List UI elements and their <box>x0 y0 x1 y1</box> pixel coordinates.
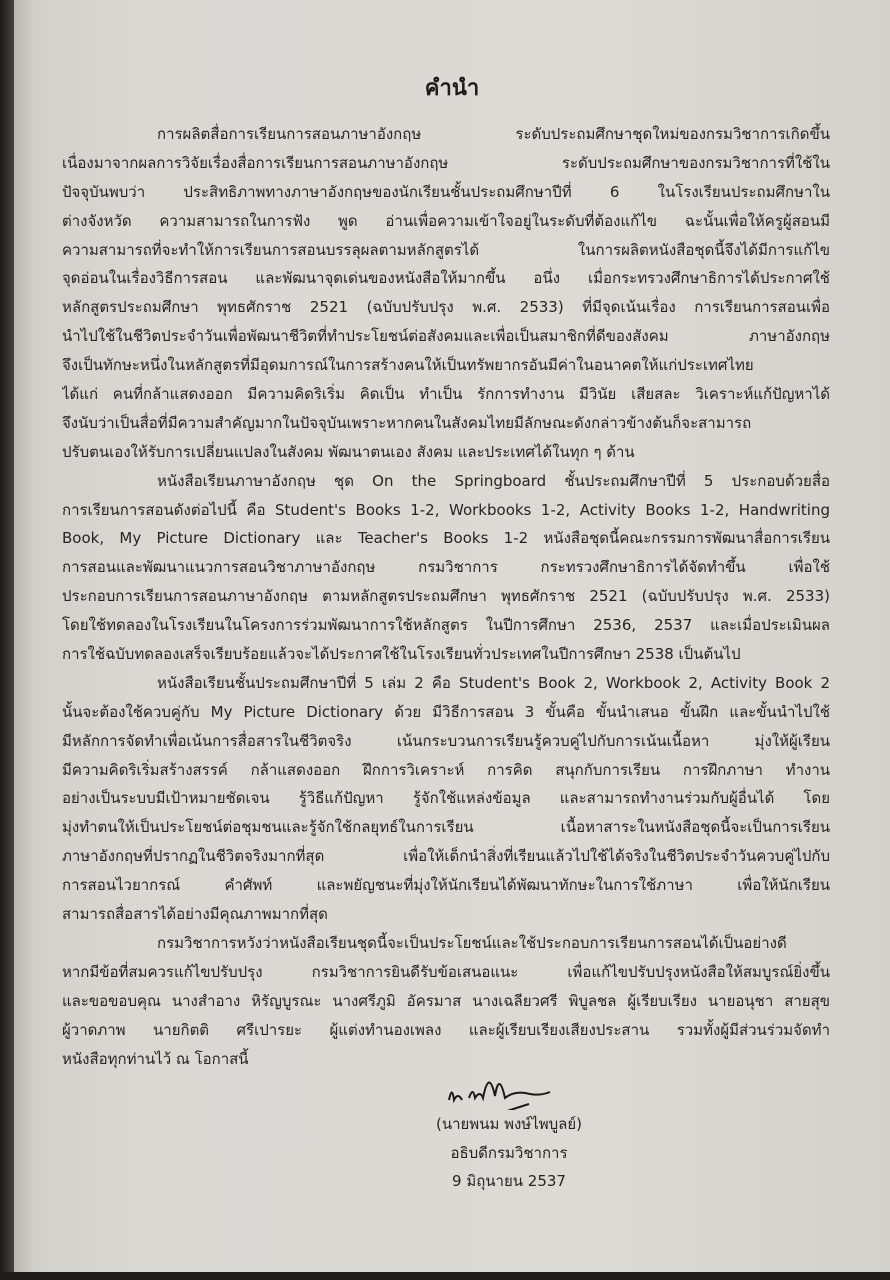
page-bottom-edge <box>0 1272 890 1280</box>
book-binding-edge <box>0 0 14 1280</box>
text-line: Book, My Picture Dictionary และ Teacher's Books 1-2 หนังสือชุดนี้คณะกรรมการพัฒนาสื่อการเรียน <box>62 529 830 548</box>
text-line: มีหลักการจัดทำเพื่อเน้นการสื่อสารในชีวิตจริง เน้นกระบวนการเรียนรู้ควบคู่ไปกับการเน้นเนื้อหา มุ่งให้ผู้เรียน <box>62 731 830 750</box>
text-line: จุดอ่อนในเรื่องวิธีการสอน และพัฒนาจุดเด่นของหนังสือให้มากขึ้น อนึ่ง เมื่อกระทรวงศึกษาธิการได้ประกาศใช้ <box>62 269 830 288</box>
text-line: การสอนและพัฒนาแนวการสอนวิชาภาษาอังกฤษ กรมวิชาการ กระทรวงศึกษาธิการได้จัดทำขึ้น เพื่อใช้ <box>62 558 830 577</box>
text-line: จึงเป็นทักษะหนึ่งในหลักสูตรที่มีอุดมการณ์ในการสร้างคนให้เป็นทรัพยากรอันมีค่าในอนาคตให้แก่ประเทศไทย <box>62 356 754 375</box>
text-line: การเรียนการสอนดังต่อไปนี้ คือ Student's Books 1-2, Workbooks 1-2, Activity Books 1-2, Handwriting <box>62 500 830 519</box>
text-line: ปรับตนเองให้รับการเปลี่ยนแปลงในสังคม พัฒนาตนเอง สังคม และประเทศได้ในทุก ๆ ด้าน <box>62 442 635 461</box>
text-line: หากมีข้อที่สมควรแก้ไขปรับปรุง กรมวิชาการยินดีรับข้อเสนอแนะ เพื่อแก้ไขปรับปรุงหนังสือให้สมบูรณ์ยิ่งขึ้น <box>62 962 830 981</box>
signatory-position: อธิบดีกรมวิชาการ <box>450 1143 568 1162</box>
text-line: การผลิตสื่อการเรียนการสอนภาษาอังกฤษ ระดับประถมศึกษาชุดใหม่ของกรมวิชาการเกิดขึ้น <box>157 125 830 143</box>
signature-date: 9 มิถุนายน 2537 <box>452 1172 566 1190</box>
preface-body <box>62 120 830 1073</box>
text-line: ได้แก่ คนที่กล้าแสดงออก มีความคิดริเริ่ม คิดเป็น ทำเป็น รักการทำงาน มีวินัย เสียสละ วิเคราะห์แก้ปัญหาได้ <box>62 385 830 404</box>
text-line: ผู้วาดภาพ นายกิตติ ศรีเปารยะ ผู้แต่งทำนองเพลง และผู้เรียบเรียงเสียงประสาน รวมทั้งผู้มีส่วนร่วมจัดทำ <box>62 1020 830 1039</box>
text-line: นำไปใช้ในชีวิตประจำวันเพื่อพัฒนาชีวิตที่ทำประโยชน์ต่อสังคมและเพื่อเป็นสมาชิกที่ดีของสังคม ภาษาอังกฤษ <box>62 327 830 346</box>
text-line: เนื่องมาจากผลการวิจัยเรื่องสื่อการเรียนการสอนภาษาอังกฤษ ระดับประถมศึกษาของกรมวิชาการที่ใช้ใน <box>62 153 830 172</box>
text-line: ภาษาอังกฤษที่ปรากฏในชีวิตจริงมากที่สุด เพื่อให้เด็กนำสิ่งที่เรียนแล้วไปใช้ได้จริงในชีวิตประจำวันควบคู่ไปกับ <box>62 847 830 866</box>
text-line: การใช้ฉบับทดลองเสร็จเรียบร้อยแล้วจะได้ประกาศใช้ในโรงเรียนทั่วประเทศในปีการศึกษา 2538 เป็นต้นไป <box>62 645 741 664</box>
handwritten-signature <box>394 1070 624 1110</box>
text-line: การสอนไวยากรณ์ คำศัพท์ และพยัญชนะที่มุ่งให้นักเรียนได้พัฒนาทักษะในการใช้ภาษา เพื่อให้นักเรียน <box>62 876 830 895</box>
text-line: มุ่งทำตนให้เป็นประโยชน์ต่อชุมชนและรู้จักใช้กลยุทธ์ในการเรียน เนื้อหาสาระในหนังสือชุดนี้จะเป็นการเรียน <box>62 818 830 837</box>
text-line: ประกอบการเรียนการสอนภาษาอังกฤษ ตามหลักสูตรประถมศึกษา พุทธศักราช 2521 (ฉบับปรับปรุง พ.ศ. 2533) <box>62 587 830 606</box>
text-line: หลักสูตรประถมศึกษา พุทธศักราช 2521 (ฉบับปรับปรุง พ.ศ. 2533) ที่มีจุดเน้นเรื่อง การเรียนการสอนเพื่อ <box>62 298 830 317</box>
text-line: นั้นจะต้องใช้ควบคู่กับ My Picture Dictionary ด้วย มีวิธีการสอน 3 ขั้นคือ ขั้นนำเสนอ ขั้นฝึก และขั้นนำไปใช้ <box>62 702 830 721</box>
text-line: และขอขอบคุณ นางสำอาง หิรัญบูรณะ นางศรีภูมิ อัครมาส นางเฉลียวศรี พิบูลชล ผู้เรียบเรียง นายอนุชา สายสุข <box>62 991 830 1010</box>
text-line: จึงนับว่าเป็นสื่อที่มีความสำคัญมากในปัจจุบันเพราะหากคนในสังคมไทยมีลักษณะดังกล่าวข้างต้นก็จะสามารถ <box>62 413 752 432</box>
text-line: ปัจจุบันพบว่า ประสิทธิภาพทางภาษาอังกฤษของนักเรียนชั้นประถมศึกษาปีที่ 6 ในโรงเรียนประถมศึกษาใน <box>62 182 830 201</box>
signature-block <box>394 1070 624 1196</box>
text-line: สามารถสื่อสารได้อย่างมีคุณภาพมากที่สุด <box>62 905 328 924</box>
text-line: โดยใช้ทดลองในโรงเรียนในโครงการร่วมพัฒนาการใช้หลักสูตร ในปีการศึกษา 2536, 2537 และเมื่อประเมินผล <box>62 616 830 635</box>
text-line: หนังสือเรียนชั้นประถมศึกษาปีที่ 5 เล่ม 2 คือ Student's Book 2, Workbook 2, Activity Book 2 <box>157 673 830 692</box>
signatory-name: (นายพนม พงษ์ไพบูลย์) <box>435 1115 582 1133</box>
text-line: ต่างจังหวัด ความสามารถในการฟัง พูด อ่านเพื่อความเข้าใจอยู่ในระดับที่ต้องแก้ไข ฉะนั้นเพื่อให้ครูผู้สอนมี <box>62 211 830 230</box>
text-line: หนังสือทุกท่านไว้ ณ โอกาสนี้ <box>62 1049 249 1068</box>
text-line: อย่างเป็นระบบมีเป้าหมายชัดเจน รู้วิธีแก้ปัญหา รู้จักใช้แหล่งข้อมูล และสามารถทำงานร่วมกับผู้อื่นได้ โดย <box>62 789 830 808</box>
page-title: คำนำ <box>424 76 480 101</box>
text-line: กรมวิชาการหวังว่าหนังสือเรียนชุดนี้จะเป็นประโยชน์และใช้ประกอบการเรียนการสอนได้เป็นอย่างดี <box>157 933 787 952</box>
text-line: หนังสือเรียนภาษาอังกฤษ ชุด On the Springboard ชั้นประถมศึกษาปีที่ 5 ประกอบด้วยสื่อ <box>157 471 830 490</box>
text-line: มีความคิดริเริ่มสร้างสรรค์ กล้าแสดงออก ฝึกการวิเคราะห์ การคิด สนุกกับการเรียน การฝึกภาษา ทำงาน <box>62 760 830 779</box>
text-line: ความสามารถที่จะทำให้การเรียนการสอนบรรลุผลตามหลักสูตรได้ ในการผลิตหนังสือชุดนี้จึงได้มีการแก้ไข <box>62 240 830 259</box>
document-page <box>14 0 890 1272</box>
